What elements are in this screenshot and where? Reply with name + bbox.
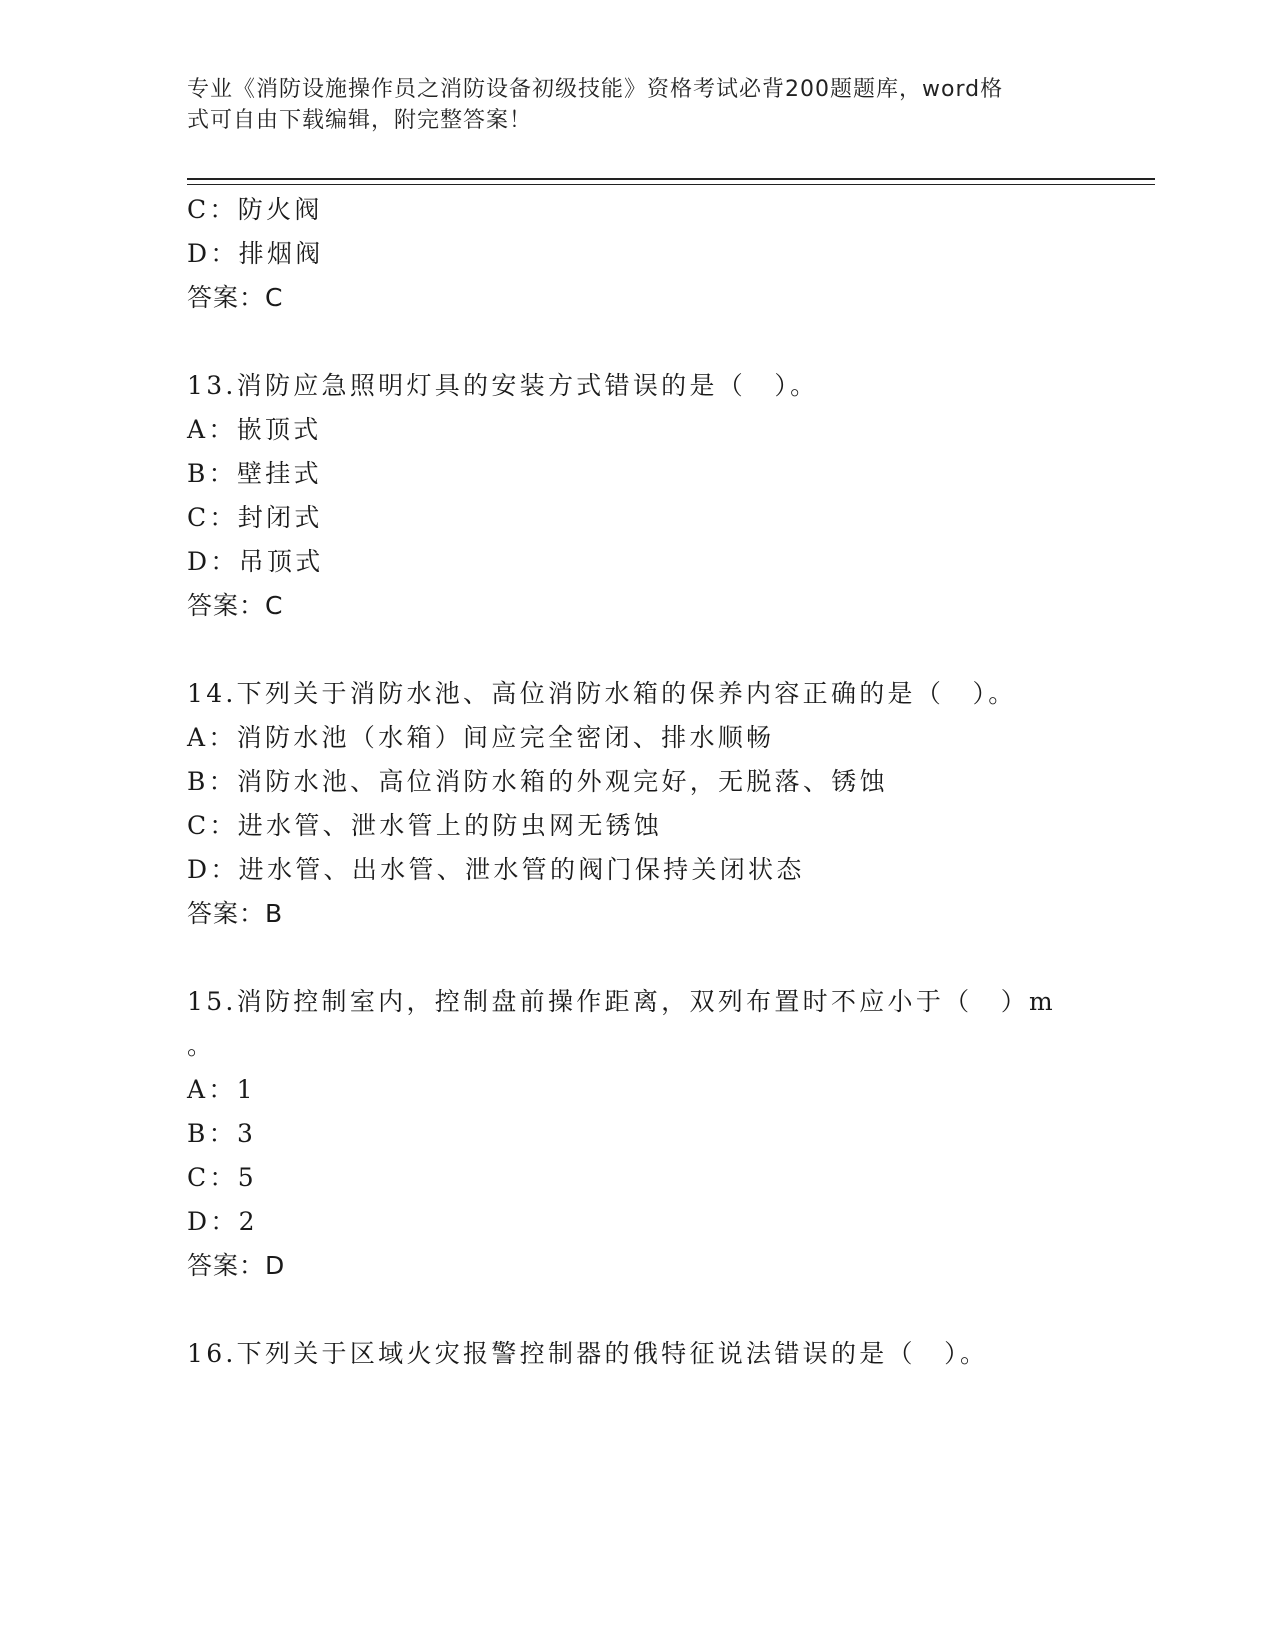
q14-option-b: B：消防水池、高位消防水箱的外观完好，无脱落、锈蚀 [187, 767, 888, 796]
q13-option-c: C：封闭式 [187, 503, 323, 532]
q15-option-a: A：1 [187, 1075, 256, 1104]
q12-answer: 答案：C [187, 283, 284, 312]
q12-option-c: C：防火阀 [187, 195, 323, 224]
q13-option-a: A：嵌顶式 [187, 415, 322, 444]
q15-question-line-2: 。 [187, 1031, 216, 1060]
q15-question-line-1: 15.消防控制室内，控制盘前操作距离，双列布置时不应小于（ ）m [187, 987, 1057, 1016]
q13-question: 13.消防应急照明灯具的安装方式错误的是（ ）。 [187, 371, 819, 400]
q13-answer: 答案：C [187, 591, 284, 620]
q15-option-b: B：3 [187, 1119, 257, 1148]
q14-answer: 答案：B [187, 899, 284, 928]
document-header [187, 74, 1067, 136]
header-divider-thin [187, 184, 1155, 185]
q14-option-a: A：消防水池（水箱）间应完全密闭、排水顺畅 [187, 723, 775, 752]
header-line-1: 专业《消防设施操作员之消防设备初级技能》资格考试必背200题题库，word格 [187, 77, 1004, 102]
q16-question: 16.下列关于区域火灾报警控制器的俄特征说法错误的是（ ）。 [187, 1339, 989, 1368]
q15-answer: 答案：D [187, 1251, 286, 1280]
q15-option-d: D：2 [187, 1207, 258, 1236]
header-divider-thick [187, 178, 1155, 180]
q13-option-b: B：壁挂式 [187, 459, 322, 488]
q15-option-c: C：5 [187, 1163, 257, 1192]
q13-option-d: D：吊顶式 [187, 547, 324, 576]
q14-question: 14.下列关于消防水池、高位消防水箱的保养内容正确的是（ ）。 [187, 679, 1017, 708]
q12-option-d: D：排烟阀 [187, 239, 324, 268]
q14-option-c: C：进水管、泄水管上的防虫网无锈蚀 [187, 811, 663, 840]
q14-option-d: D：进水管、出水管、泄水管的阀门保持关闭状态 [187, 855, 805, 884]
header-line-2: 式可自由下载编辑，附完整答案！ [187, 108, 533, 133]
